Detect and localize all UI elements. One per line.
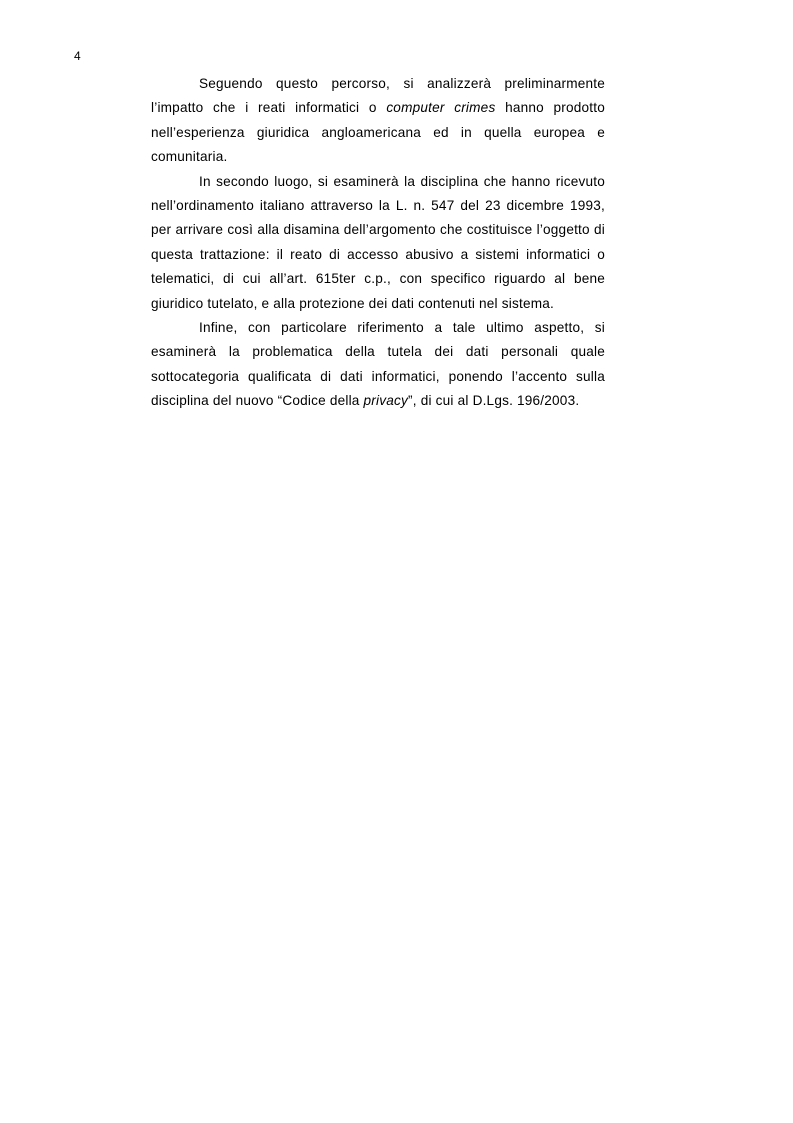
paragraph-1	[151, 72, 605, 170]
paragraph-1-emphasis: computer crimes	[386, 100, 496, 116]
paragraph-3-text-start: Infine, con particolare riferimento a tale ultimo aspetto, si esaminerà la problematica della tutela dei dati personali quale sottocategoria qualificata di dati informatici, ponendo l’accento sulla disciplina del nuovo “Codice della	[151, 320, 605, 409]
paragraph-1-text-start: Seguendo questo percorso, si analizzerà preliminarmente l’impatto che i reati informatici o	[151, 76, 605, 116]
paragraph-1-text-end: hanno prodotto nell’esperienza giuridica angloamericana ed in quella europea e comunitaria.	[151, 100, 605, 165]
paragraph-2: In secondo luogo, si esaminerà la disciplina che hanno ricevuto nell’ordinamento italiano attraverso la L. n. 547 del 23 dicembre 1993, per arrivare così alla disamina dell’argomento che costituisce l’oggetto di questa trattazione: il reato di accesso abusivo a sistemi informatici o telematici, di cui all’art. 615ter c.p., con specifico riguardo al bene giuridico tutelato, e alla protezione dei dati contenuti nel sistema.	[151, 173, 605, 311]
document-body	[151, 72, 605, 414]
paragraph-3	[151, 316, 605, 414]
page-number: 4	[74, 49, 81, 63]
paragraph-3-emphasis: privacy	[363, 393, 409, 409]
paragraph-3-text-end: ”, di cui al D.Lgs. 196/2003.	[408, 393, 580, 409]
